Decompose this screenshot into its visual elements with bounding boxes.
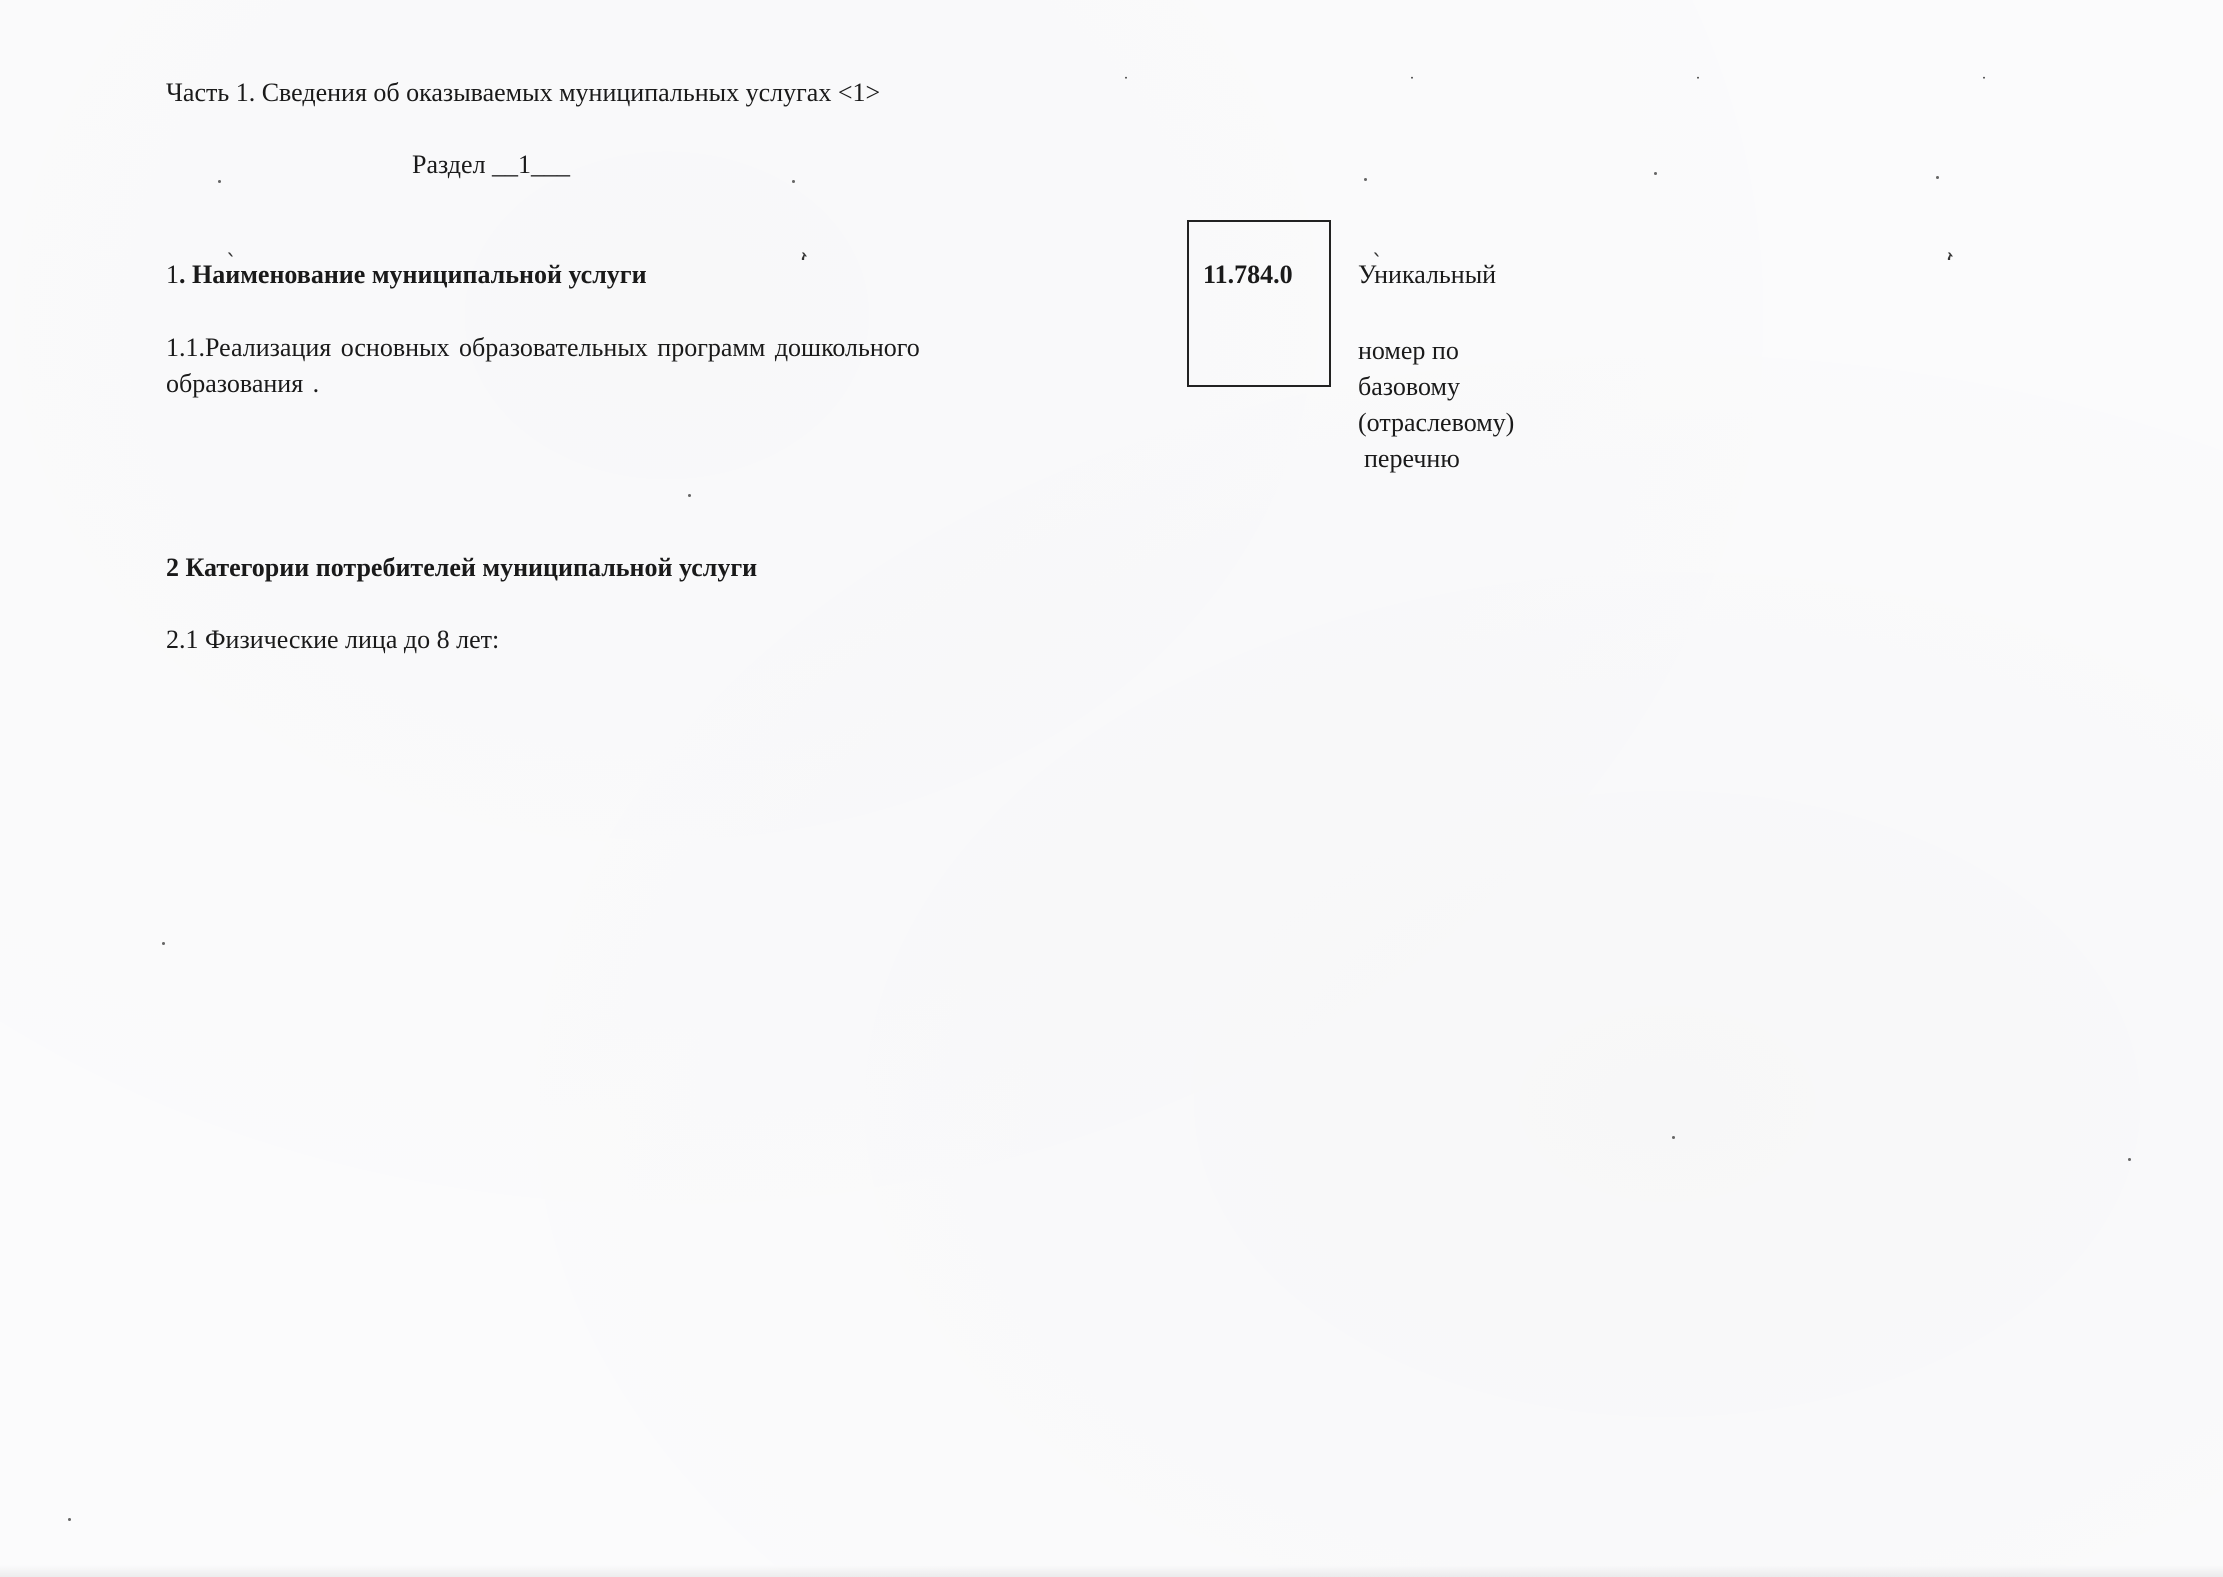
scan-artifact-mark: ˙ — [1408, 74, 1416, 93]
unique-number-label-line-1: Уникальный — [1358, 260, 1497, 289]
scan-bottom-edge — [0, 1565, 2223, 1577]
unique-number-label-line-5: перечню — [1364, 444, 1460, 473]
scan-speck — [1936, 176, 1939, 179]
part-heading: Часть 1. Сведения об оказываемых муниципальных услугах <1> — [166, 78, 881, 107]
service-name-text: 1.1.Реализация основных образовательных программ дошкольного образования . — [166, 333, 920, 398]
scan-speck — [1364, 178, 1367, 181]
scan-artifact-mark: ˎ — [226, 232, 237, 257]
scan-speck — [2128, 1158, 2131, 1161]
service-name-heading-number: 1 — [166, 260, 179, 289]
scan-artifact-mark: ʻ — [1946, 252, 1953, 277]
section-heading: Раздел __1___ — [412, 150, 571, 179]
scan-speck — [1672, 1136, 1675, 1139]
scan-speck — [792, 180, 795, 183]
scan-artifact-mark: ˎ — [1946, 232, 1957, 257]
scan-speck — [68, 1518, 71, 1521]
scan-artifact-mark: ˎ — [800, 232, 811, 257]
consumer-category-heading: 2 Категории потребителей муниципальной услуги — [166, 553, 758, 582]
scan-speck — [162, 942, 165, 945]
scan-speck — [1654, 172, 1657, 175]
scan-artifact-mark: ˙ — [1694, 74, 1702, 93]
service-name-heading-text: . Наименование муниципальной услуги — [179, 260, 647, 289]
unique-number-label-line-3: базовому — [1358, 372, 1460, 401]
unique-number-label-line-4: (отраслевому) — [1358, 408, 1515, 437]
scan-artifact-mark: ˙ — [1122, 74, 1130, 93]
scan-artifact-mark: ˎ — [1372, 232, 1383, 257]
service-name-heading — [166, 258, 647, 292]
registry-code-box — [1187, 220, 1331, 387]
scan-speck — [688, 494, 691, 497]
scan-artifact-mark: ˙ — [1980, 74, 1988, 93]
consumer-category-item: 2.1 Физические лица до 8 лет: — [166, 625, 500, 654]
scan-speck — [218, 180, 221, 183]
unique-number-label-line-2: номер по — [1358, 336, 1459, 365]
registry-code-value: 11.784.0 — [1203, 260, 1293, 289]
scan-artifact-mark: ʻ — [800, 252, 807, 277]
